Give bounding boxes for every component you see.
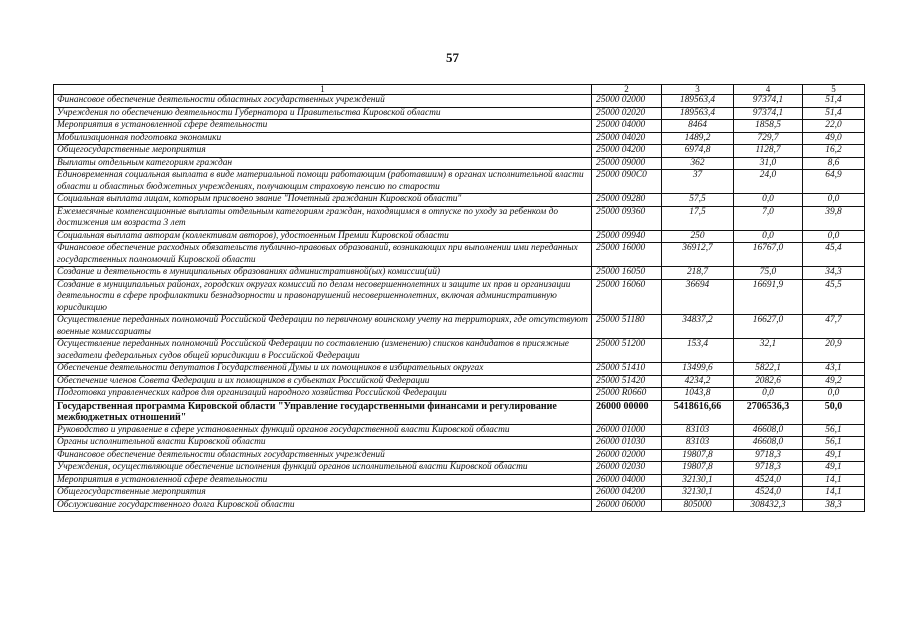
row-code-cell: 25000 09000 — [592, 157, 662, 170]
header-row — [54, 85, 865, 95]
row-value-2-cell: 4524,0 — [734, 474, 803, 487]
row-name-cell: Общегосударственные мероприятия — [54, 145, 592, 158]
row-value-1-cell: 1489,2 — [662, 132, 734, 145]
row-code-cell: 25000 16060 — [592, 279, 662, 315]
row-name-cell: Учреждения по обеспечению деятельности Губернатора и Правительства Кировской области — [54, 107, 592, 120]
table-row — [54, 449, 865, 462]
row-code-cell: 25000 51410 — [592, 363, 662, 376]
row-code-cell: 25000 R0660 — [592, 388, 662, 401]
row-code-cell: 26000 04200 — [592, 487, 662, 500]
table-row — [54, 132, 865, 145]
table-row — [54, 279, 865, 315]
row-code-cell: 26000 01000 — [592, 424, 662, 437]
row-code-cell: 25000 51180 — [592, 315, 662, 339]
row-value-1-cell: 57,5 — [662, 194, 734, 207]
row-value-2-cell: 16627,0 — [734, 315, 803, 339]
row-value-2-cell: 7,0 — [734, 206, 803, 230]
row-percent-cell: 0,0 — [803, 388, 865, 401]
row-percent-cell: 49,1 — [803, 462, 865, 475]
row-value-1-cell: 8464 — [662, 120, 734, 133]
row-value-1-cell: 83103 — [662, 437, 734, 450]
row-name-cell: Социальная выплата авторам (коллективам авторов), удостоенным Премии Кировской области — [54, 230, 592, 243]
row-value-1-cell: 32130,1 — [662, 487, 734, 500]
row-value-1-cell: 13499,6 — [662, 363, 734, 376]
row-code-cell: 25000 16000 — [592, 243, 662, 267]
row-value-1-cell: 1043,8 — [662, 388, 734, 401]
table-row — [54, 120, 865, 133]
table-row — [54, 487, 865, 500]
row-percent-cell: 49,1 — [803, 449, 865, 462]
row-value-1-cell: 189563,4 — [662, 95, 734, 108]
table-row — [54, 107, 865, 120]
table-row — [54, 400, 865, 424]
table-row — [54, 363, 865, 376]
row-name-cell: Мобилизационная подготовка экономики — [54, 132, 592, 145]
budget-table — [53, 84, 865, 512]
row-percent-cell: 14,1 — [803, 474, 865, 487]
table-row — [54, 474, 865, 487]
table-row — [54, 339, 865, 363]
row-value-1-cell: 189563,4 — [662, 107, 734, 120]
row-code-cell: 25000 51200 — [592, 339, 662, 363]
table-row — [54, 499, 865, 512]
row-code-cell: 25000 09940 — [592, 230, 662, 243]
row-code-cell: 25000 16050 — [592, 267, 662, 280]
row-value-1-cell: 4234,2 — [662, 375, 734, 388]
row-name-cell: Финансовое обеспечение расходных обязательств публично-правовых образований, возникающих при выполнении ими переданных государственных полномочий Кировской области — [54, 243, 592, 267]
row-value-2-cell: 4524,0 — [734, 487, 803, 500]
header-col-2: 2 — [592, 85, 662, 95]
row-name-cell: Осуществление переданных полномочий Российской Федерации по составлению (изменению) списков кандидатов в присяжные заседатели федеральных судов общей юрисдикции в Российской Федерации — [54, 339, 592, 363]
row-name-cell: Социальная выплата лицам, которым присвоено звание "Почетный гражданин Кировской области" — [54, 194, 592, 207]
row-percent-cell: 38,3 — [803, 499, 865, 512]
table-row — [54, 388, 865, 401]
row-value-2-cell: 75,0 — [734, 267, 803, 280]
row-percent-cell: 51,4 — [803, 95, 865, 108]
row-name-cell: Руководство и управление в сфере установленных функций органов государственной власти Кировской области — [54, 424, 592, 437]
row-percent-cell: 56,1 — [803, 424, 865, 437]
row-value-2-cell: 31,0 — [734, 157, 803, 170]
row-percent-cell: 45,5 — [803, 279, 865, 315]
row-percent-cell: 16,2 — [803, 145, 865, 158]
row-value-2-cell: 1128,7 — [734, 145, 803, 158]
row-percent-cell: 64,9 — [803, 170, 865, 194]
row-code-cell: 25000 09360 — [592, 206, 662, 230]
row-percent-cell: 45,4 — [803, 243, 865, 267]
row-code-cell: 26000 01030 — [592, 437, 662, 450]
table-row — [54, 230, 865, 243]
row-value-1-cell: 218,7 — [662, 267, 734, 280]
table-row — [54, 267, 865, 280]
row-value-1-cell: 32130,1 — [662, 474, 734, 487]
row-value-1-cell: 6974,8 — [662, 145, 734, 158]
row-name-cell: Осуществление переданных полномочий Российской Федерации по первичному воинскому учету на территориях, где отсутствуют военные комиссариаты — [54, 315, 592, 339]
row-value-2-cell: 2706536,3 — [734, 400, 803, 424]
row-percent-cell: 8,6 — [803, 157, 865, 170]
row-name-cell: Создание и деятельность в муниципальных образованиях административной(ых) комиссии(ий) — [54, 267, 592, 280]
row-name-cell: Мероприятия в установленной сфере деятельности — [54, 474, 592, 487]
table-row — [54, 95, 865, 108]
table-row — [54, 424, 865, 437]
row-code-cell: 25000 51420 — [592, 375, 662, 388]
row-value-2-cell: 16691,9 — [734, 279, 803, 315]
row-code-cell: 25000 09280 — [592, 194, 662, 207]
row-value-1-cell: 5418616,66 — [662, 400, 734, 424]
table-row — [54, 157, 865, 170]
row-value-1-cell: 153,4 — [662, 339, 734, 363]
row-percent-cell: 56,1 — [803, 437, 865, 450]
row-code-cell: 26000 02000 — [592, 449, 662, 462]
row-value-1-cell: 17,5 — [662, 206, 734, 230]
table-row — [54, 375, 865, 388]
row-value-2-cell: 97374,1 — [734, 107, 803, 120]
page-number: 57 — [446, 50, 459, 65]
row-value-2-cell: 97374,1 — [734, 95, 803, 108]
row-value-2-cell: 1858,5 — [734, 120, 803, 133]
header-col-1: 1 — [54, 85, 592, 95]
table-row — [54, 194, 865, 207]
row-name-cell: Обеспечение деятельности депутатов Государственной Думы и их помощников в избирательных округах — [54, 363, 592, 376]
row-percent-cell: 47,7 — [803, 315, 865, 339]
table-row — [54, 145, 865, 158]
row-name-cell: Ежемесячные компенсационные выплаты отдельным категориям граждан, находящимся в отпуске по уходу за ребенком до достижения им возраста 3 лет — [54, 206, 592, 230]
table-row — [54, 315, 865, 339]
row-name-cell: Обслуживание государственного долга Кировской области — [54, 499, 592, 512]
row-percent-cell: 43,1 — [803, 363, 865, 376]
row-code-cell: 25000 04020 — [592, 132, 662, 145]
row-name-cell: Финансовое обеспечение деятельности областных государственных учреждений — [54, 95, 592, 108]
row-value-2-cell: 0,0 — [734, 388, 803, 401]
row-name-cell: Государственная программа Кировской области "Управление государственными финансами и регулирование межбюджетных отношений" — [54, 400, 592, 424]
row-value-2-cell: 9718,3 — [734, 449, 803, 462]
row-code-cell: 25000 04000 — [592, 120, 662, 133]
row-name-cell: Мероприятия в установленной сфере деятельности — [54, 120, 592, 133]
row-name-cell: Финансовое обеспечение деятельности областных государственных учреждений — [54, 449, 592, 462]
row-name-cell: Подготовка управленческих кадров для организаций народного хозяйства Российской Федерации — [54, 388, 592, 401]
row-value-2-cell: 24,0 — [734, 170, 803, 194]
row-value-2-cell: 16767,0 — [734, 243, 803, 267]
row-value-1-cell: 805000 — [662, 499, 734, 512]
row-code-cell: 26000 04000 — [592, 474, 662, 487]
row-value-1-cell: 36694 — [662, 279, 734, 315]
row-code-cell: 26000 02030 — [592, 462, 662, 475]
table-row — [54, 206, 865, 230]
row-name-cell: Учреждения, осуществляющие обеспечение исполнения функций органов исполнительной власти Кировской области — [54, 462, 592, 475]
header-col-4: 4 — [734, 85, 803, 95]
row-value-1-cell: 37 — [662, 170, 734, 194]
row-percent-cell: 50,0 — [803, 400, 865, 424]
table-row — [54, 170, 865, 194]
row-code-cell: 25000 02000 — [592, 95, 662, 108]
row-value-1-cell: 36912,7 — [662, 243, 734, 267]
row-percent-cell: 22,0 — [803, 120, 865, 133]
row-value-2-cell: 729,7 — [734, 132, 803, 145]
row-percent-cell: 49,0 — [803, 132, 865, 145]
row-value-2-cell: 0,0 — [734, 194, 803, 207]
header-col-3: 3 — [662, 85, 734, 95]
row-percent-cell: 34,3 — [803, 267, 865, 280]
row-name-cell: Обеспечение членов Совета Федерации и их помощников в субъектах Российской Федерации — [54, 375, 592, 388]
row-value-1-cell: 250 — [662, 230, 734, 243]
row-value-1-cell: 19807,8 — [662, 462, 734, 475]
row-name-cell: Органы исполнительной власти Кировской области — [54, 437, 592, 450]
row-code-cell: 25000 04200 — [592, 145, 662, 158]
row-value-1-cell: 83103 — [662, 424, 734, 437]
row-percent-cell: 0,0 — [803, 194, 865, 207]
row-code-cell: 25000 02020 — [592, 107, 662, 120]
row-percent-cell: 0,0 — [803, 230, 865, 243]
row-value-2-cell: 5822,1 — [734, 363, 803, 376]
row-percent-cell: 14,1 — [803, 487, 865, 500]
row-name-cell: Общегосударственные мероприятия — [54, 487, 592, 500]
row-value-2-cell: 0,0 — [734, 230, 803, 243]
row-value-2-cell: 2082,6 — [734, 375, 803, 388]
row-value-1-cell: 362 — [662, 157, 734, 170]
table-row — [54, 462, 865, 475]
row-code-cell: 25000 090С0 — [592, 170, 662, 194]
row-name-cell: Создание в муниципальных районах, городских округах комиссий по делам несовершеннолетних и защите их прав и организации деятельности в сфере профилактики безнадзорности и правонарушений несовершеннолетних, включая административную юрисдикцию — [54, 279, 592, 315]
row-value-1-cell: 34837,2 — [662, 315, 734, 339]
row-value-2-cell: 46608,0 — [734, 437, 803, 450]
row-percent-cell: 39,8 — [803, 206, 865, 230]
row-name-cell: Единовременная социальная выплата в виде материальной помощи работающим (работавшим) в органах исполнительной власти области и областных бюджетных учреждениях, получающим страховую пенсию по старости — [54, 170, 592, 194]
row-percent-cell: 51,4 — [803, 107, 865, 120]
row-code-cell: 26000 00000 — [592, 400, 662, 424]
row-percent-cell: 20,9 — [803, 339, 865, 363]
row-value-2-cell: 308432,3 — [734, 499, 803, 512]
row-value-2-cell: 9718,3 — [734, 462, 803, 475]
row-name-cell: Выплаты отдельным категориям граждан — [54, 157, 592, 170]
row-code-cell: 26000 06000 — [592, 499, 662, 512]
table-row — [54, 243, 865, 267]
header-col-5: 5 — [803, 85, 865, 95]
row-value-2-cell: 32,1 — [734, 339, 803, 363]
row-value-1-cell: 19807,8 — [662, 449, 734, 462]
row-value-2-cell: 46608,0 — [734, 424, 803, 437]
table-row — [54, 437, 865, 450]
row-percent-cell: 49,2 — [803, 375, 865, 388]
